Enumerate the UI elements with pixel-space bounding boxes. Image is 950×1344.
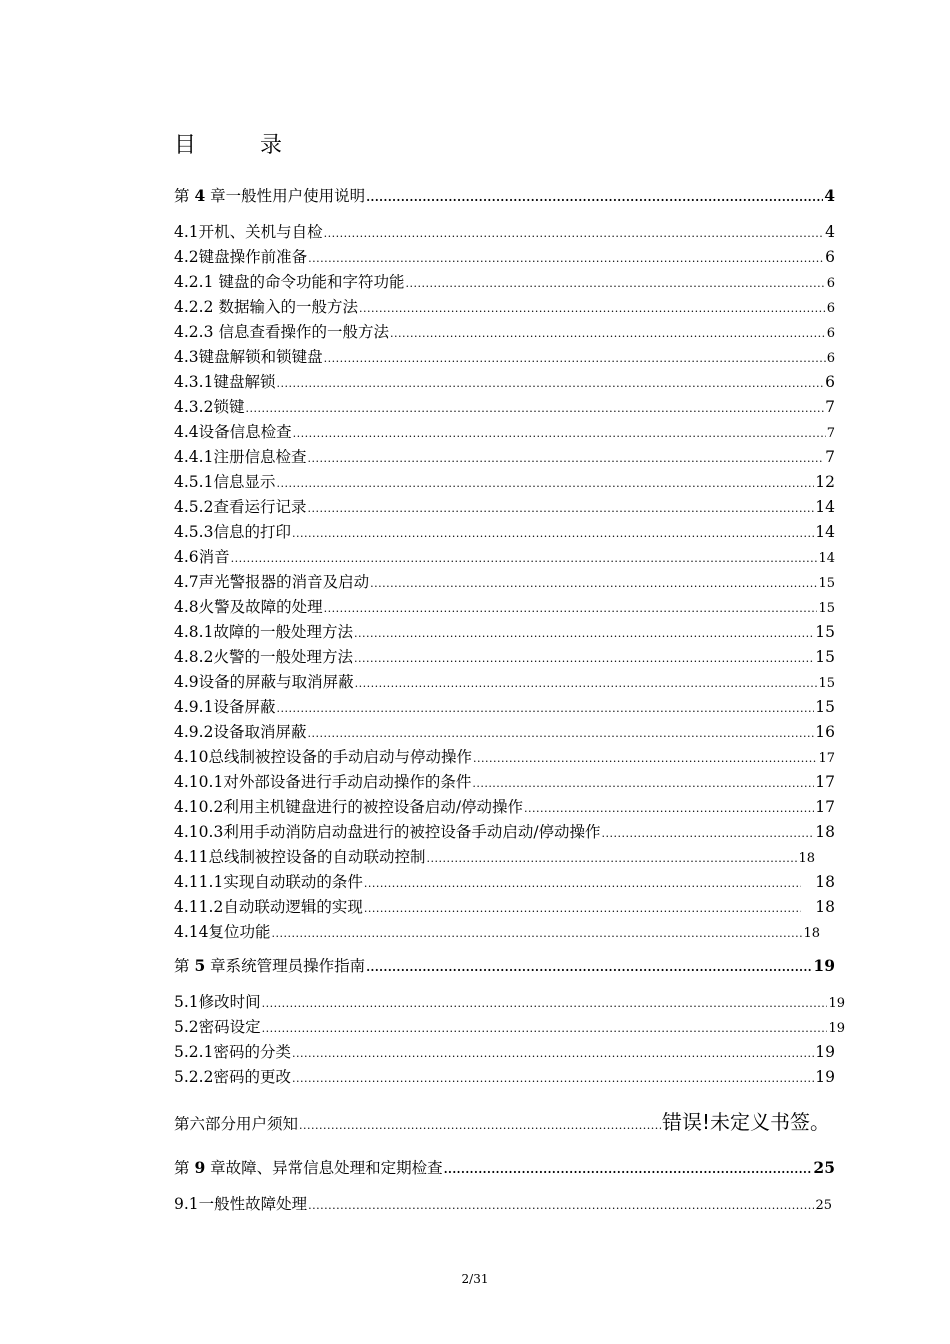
- toc-leader-dots: [354, 652, 814, 665]
- toc-entry-number: 4.5.1: [174, 473, 214, 491]
- toc-entry[interactable]: [174, 695, 835, 717]
- toc-entry-number: 4.2.3: [174, 323, 214, 341]
- toc-leader-dots: [262, 1022, 828, 1035]
- toc-leader-dots: [307, 727, 814, 740]
- toc-leader-dots: [354, 627, 814, 640]
- toc-entry-page: 6: [825, 248, 835, 266]
- toc-leader-dots: [324, 602, 818, 615]
- toc-leader-dots: [272, 927, 803, 940]
- toc-entry-number: 第六部分: [174, 1115, 237, 1133]
- toc-entry-page: 15: [818, 601, 835, 616]
- toc-entry-number: 第 9 章: [174, 1158, 226, 1177]
- toc-entry[interactable]: [174, 395, 835, 417]
- toc-entry[interactable]: [174, 495, 835, 517]
- toc-entry-label: 键盘解锁和锁键盘: [198, 348, 323, 366]
- toc-entry-number: 4.10.2: [174, 798, 224, 816]
- toc-entry-label: 用户须知: [236, 1115, 299, 1133]
- toc-entry[interactable]: [174, 345, 835, 367]
- toc-entry[interactable]: [174, 990, 845, 1012]
- toc-entry-number: 4.2.2: [174, 298, 214, 316]
- toc-entry-label: 实现自动联动的条件: [223, 873, 363, 891]
- toc-entry-page: 18: [815, 823, 835, 841]
- toc-entry-label: 一般性故障处理: [198, 1195, 308, 1213]
- toc-entry[interactable]: [174, 520, 835, 542]
- toc-leader-dots: [293, 427, 826, 440]
- toc-entry-page: 15: [818, 676, 835, 691]
- toc-leader-dots: [245, 402, 824, 415]
- toc-entry-page: 错误!未定义书签。: [661, 1110, 830, 1134]
- toc-entry-number: 4.4.1: [174, 448, 214, 466]
- toc-leader-dots: [231, 552, 818, 565]
- toc-entry-number: 5.1: [174, 993, 199, 1011]
- toc-entry[interactable]: [174, 320, 835, 342]
- toc-entry-number: 4.8.1: [174, 623, 214, 641]
- toc-entry-page: 4: [825, 223, 835, 241]
- toc-entry[interactable]: [174, 895, 835, 917]
- toc-entry-number: 5.2.1: [174, 1043, 214, 1061]
- toc-entry[interactable]: [174, 770, 835, 792]
- toc-entry-number: 4.10: [174, 748, 209, 766]
- toc-entry-label: 键盘操作前准备: [198, 248, 308, 266]
- toc-entry-page: 25: [815, 1198, 832, 1213]
- toc-entry-page: 14: [815, 523, 835, 541]
- toc-entry-number: 4.9.1: [174, 698, 214, 716]
- toc-entry-page: 6: [826, 351, 835, 366]
- toc-entry-label: 消音: [198, 548, 230, 566]
- toc-entry-number: 4.6: [174, 548, 199, 566]
- toc-entry-page: 12: [815, 473, 835, 491]
- toc-entry-label: 信息显示: [213, 473, 276, 491]
- toc-entry[interactable]: [174, 845, 815, 867]
- toc-entry-page: 4: [824, 186, 835, 205]
- toc-entry[interactable]: [174, 270, 835, 292]
- toc-entry[interactable]: [174, 645, 835, 667]
- toc-leader-dots: [472, 777, 814, 790]
- toc-entry-page: 15: [815, 648, 835, 666]
- toc-entry-label: 键盘的命令功能和字符功能: [218, 273, 405, 291]
- toc-entry-label: 声光警报器的消音及启动: [198, 573, 370, 591]
- toc-entry-label: 键盘解锁: [213, 373, 276, 391]
- toc-entry-number: 4.5.3: [174, 523, 214, 541]
- toc-entry[interactable]: [174, 420, 835, 442]
- toc-entry-label: 复位功能: [208, 923, 271, 941]
- toc-entry-label: 一般性用户使用说明: [225, 187, 366, 205]
- toc-entry[interactable]: [174, 470, 835, 492]
- toc-entry-label: 故障的一般处理方法: [213, 623, 353, 641]
- toc-entry-page: 18: [803, 926, 820, 941]
- toc-entry-number: 4.11.1: [174, 873, 224, 891]
- toc-entry-number: 4.10.1: [174, 773, 224, 791]
- toc-entry-number: 4.3.2: [174, 398, 214, 416]
- toc-entry-number: 4.1: [174, 223, 199, 241]
- toc-entry-label: 密码设定: [198, 1018, 261, 1036]
- toc-entry[interactable]: [174, 1040, 835, 1062]
- toc-entry-page: 18: [798, 851, 815, 866]
- toc-entry-label: 信息的打印: [213, 523, 291, 541]
- page-number: 2/31: [461, 1272, 489, 1286]
- toc-entry-number: 4.2: [174, 248, 199, 266]
- toc-entry[interactable]: [174, 570, 835, 592]
- toc-entry-number: 4.8.2: [174, 648, 214, 666]
- toc-entry-page: 19: [828, 996, 845, 1011]
- toc-entry-number: 5.2.2: [174, 1068, 214, 1086]
- toc-entry-page: 6: [826, 301, 835, 316]
- toc-entry[interactable]: [174, 795, 835, 817]
- toc-entry-page: 7: [825, 448, 835, 466]
- toc-entry-page: 15: [815, 623, 835, 641]
- toc-entry[interactable]: [174, 820, 835, 842]
- toc-entry[interactable]: [174, 1106, 830, 1135]
- toc-entry-label: 火警及故障的处理: [198, 598, 323, 616]
- toc-entry-label: 利用主机键盘进行的被控设备启动/停动操作: [223, 798, 524, 816]
- toc-leader-dots: [405, 277, 825, 290]
- toc-entry-label: 注册信息检查: [213, 448, 307, 466]
- toc-entry-number: 4.3.1: [174, 373, 214, 391]
- toc-leader-dots: [444, 1163, 813, 1176]
- toc-entry[interactable]: [174, 745, 835, 767]
- toc-entry-page: 19: [815, 1068, 835, 1086]
- toc-entry-page: 17: [815, 773, 835, 791]
- toc-entry-page: 17: [815, 798, 835, 816]
- toc-leader-dots: [370, 577, 817, 590]
- toc-leader-dots: [292, 1072, 814, 1085]
- toc-entry-number: 第 4 章: [174, 186, 226, 205]
- toc-leader-dots: [366, 961, 812, 974]
- toc-entry-page: 18: [815, 873, 835, 891]
- toc-entry-page: 19: [828, 1021, 845, 1036]
- toc-entry[interactable]: [174, 1065, 835, 1087]
- toc-leader-dots: [292, 527, 814, 540]
- toc-entry-number: 4.11: [174, 848, 209, 866]
- toc-entry-page: 7: [826, 426, 835, 441]
- toc-leader-dots: [276, 477, 814, 490]
- toc-entry-page: 15: [815, 698, 835, 716]
- toc-entry-label: 对外部设备进行手动启动操作的条件: [223, 773, 472, 791]
- toc-entry-label: 开机、关机与自检: [198, 223, 323, 241]
- toc-entry[interactable]: [174, 595, 835, 617]
- toc-entry-number: 4.11.2: [174, 898, 224, 916]
- toc-leader-dots: [390, 327, 826, 340]
- toc-entry-number: 4.4: [174, 423, 199, 441]
- toc-entry-page: 7: [825, 398, 835, 416]
- toc-leader-dots: [262, 997, 828, 1010]
- toc-leader-dots: [308, 1199, 814, 1212]
- toc-entry-page: 17: [818, 751, 835, 766]
- toc-leader-dots: [299, 1119, 661, 1132]
- toc-leader-dots: [307, 502, 814, 515]
- title-part1: 目: [174, 133, 197, 158]
- toc-entry-page: 6: [826, 276, 835, 291]
- toc-leader-dots: [364, 877, 801, 890]
- toc-entry-label: 系统管理员操作指南: [225, 957, 366, 975]
- toc-entry[interactable]: [174, 1015, 845, 1037]
- toc-entry-number: 4.8: [174, 598, 199, 616]
- toc-entry[interactable]: [174, 670, 835, 692]
- toc-leader-dots: [292, 1047, 814, 1060]
- toc-entry[interactable]: [174, 220, 835, 242]
- toc-entry-page: 16: [815, 723, 835, 741]
- toc-entry-label: 总线制被控设备的手动启动与停动操作: [208, 748, 473, 766]
- toc-entry-label: 设备取消屏蔽: [213, 723, 307, 741]
- title-part2: 录: [260, 133, 283, 158]
- toc-leader-dots: [308, 252, 824, 265]
- toc-entry[interactable]: [174, 954, 835, 976]
- toc-leader-dots: [427, 852, 798, 865]
- toc-entry[interactable]: [174, 295, 835, 317]
- toc-entry-label: 密码的分类: [213, 1043, 291, 1061]
- toc-entry-label: 设备屏蔽: [213, 698, 276, 716]
- toc-entry[interactable]: [174, 370, 835, 392]
- toc-leader-dots: [524, 802, 814, 815]
- toc-entry-page: 18: [815, 898, 835, 916]
- toc-entry-number: 4.9: [174, 673, 199, 691]
- page-title: [174, 128, 282, 159]
- toc-entry-number: 5.2: [174, 1018, 199, 1036]
- toc-entry-label: 故障、异常信息处理和定期检查: [225, 1159, 443, 1177]
- toc-entry-number: 4.10.3: [174, 823, 224, 841]
- toc-entry[interactable]: [174, 870, 835, 892]
- toc-entry-page: 19: [815, 1043, 835, 1061]
- toc-entry-label: 修改时间: [198, 993, 261, 1011]
- toc-leader-dots: [324, 352, 826, 365]
- toc-leader-dots: [473, 752, 817, 765]
- toc-entry-number: 4.9.2: [174, 723, 214, 741]
- toc-entry-label: 总线制被控设备的自动联动控制: [208, 848, 426, 866]
- toc-entry-label: 密码的更改: [213, 1068, 291, 1086]
- toc-entry-page: 25: [813, 1158, 835, 1177]
- toc-entry[interactable]: [174, 445, 835, 467]
- toc-entry[interactable]: [174, 1192, 832, 1214]
- toc-entry[interactable]: [174, 720, 835, 742]
- toc-leader-dots: [307, 452, 824, 465]
- toc-entry[interactable]: [174, 1156, 835, 1178]
- toc-entry-number: 第 5 章: [174, 956, 226, 975]
- toc-entry-label: 火警的一般处理方法: [213, 648, 353, 666]
- toc-entry-number: 4.2.1: [174, 273, 214, 291]
- toc-leader-dots: [276, 377, 824, 390]
- toc-leader-dots: [364, 902, 801, 915]
- toc-leader-dots: [324, 227, 824, 240]
- toc-entry-number: 4.7: [174, 573, 199, 591]
- toc-entry-label: 设备的屏蔽与取消屏蔽: [198, 673, 354, 691]
- toc-entry-number: 4.5.2: [174, 498, 214, 516]
- toc-entry-number: 4.14: [174, 923, 209, 941]
- toc-entry-label: 数据输入的一般方法: [218, 298, 358, 316]
- toc-entry-page: 15: [818, 576, 835, 591]
- toc-entry-label: 锁键: [213, 398, 245, 416]
- toc-entry-number: 4.3: [174, 348, 199, 366]
- toc-entry[interactable]: [174, 620, 835, 642]
- toc-entry-label: 设备信息检查: [198, 423, 292, 441]
- toc-entry[interactable]: [174, 920, 820, 942]
- toc-leader-dots: [366, 191, 823, 204]
- toc-entry-page: 14: [818, 551, 835, 566]
- toc-entry-page: 6: [826, 326, 835, 341]
- toc-entry[interactable]: [174, 545, 835, 567]
- toc-entry[interactable]: [174, 184, 835, 206]
- toc-leader-dots: [276, 702, 814, 715]
- toc-entry-page: 19: [813, 956, 835, 975]
- toc-entry-number: 9.1: [174, 1195, 199, 1213]
- toc-entry-label: 信息查看操作的一般方法: [218, 323, 389, 341]
- toc-leader-dots: [359, 302, 826, 315]
- toc-entry[interactable]: [174, 245, 835, 267]
- toc-entry-page: 6: [825, 373, 835, 391]
- toc-entry-label: 利用手动消防启动盘进行的被控设备手动启动/停动操作: [223, 823, 601, 841]
- toc-leader-dots: [355, 677, 818, 690]
- toc-entry-page: 14: [815, 498, 835, 516]
- toc-entry-label: 自动联动逻辑的实现: [223, 898, 363, 916]
- toc-leader-dots: [602, 827, 815, 840]
- toc-entry-label: 查看运行记录: [213, 498, 307, 516]
